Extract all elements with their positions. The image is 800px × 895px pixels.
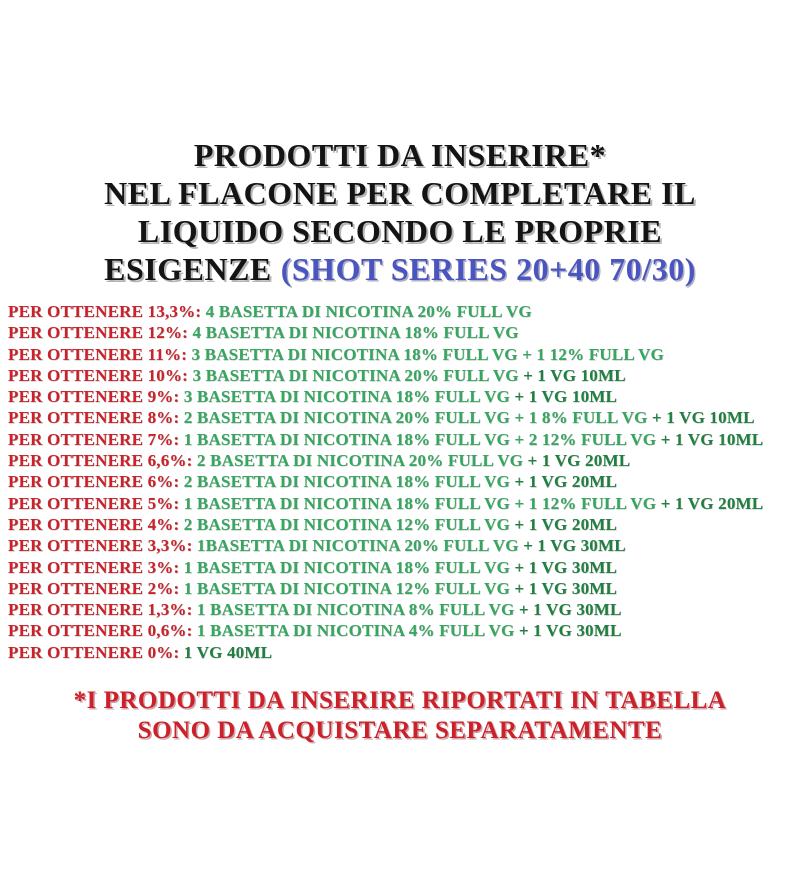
recipe-base-text: 2 BASETTA DI NICOTINA 18% FULL VG bbox=[183, 472, 510, 492]
recipe-base-text: 1 BASETTA DI NICOTINA 18% FULL VG bbox=[183, 557, 510, 577]
recipe-bottle-text: + 1 VG 20ML bbox=[527, 451, 631, 471]
recipe-base-text: 1 BASETTA DI NICOTINA 4% FULL VG bbox=[196, 621, 515, 641]
recipe-base-text: 2 BASETTA DI NICOTINA 20% FULL VG + 1 8% FULL VG bbox=[183, 408, 648, 428]
recipe-target-label: PER OTTENERE 6,6%: bbox=[8, 451, 193, 471]
recipe-target-label: PER OTTENERE 8%: bbox=[8, 408, 180, 428]
recipe-bottle-text: + 1 VG 10ML bbox=[514, 387, 618, 407]
recipe-target-label: PER OTTENERE 12%: bbox=[8, 323, 189, 343]
recipe-bottle-text: + 1 VG 10ML bbox=[523, 365, 626, 385]
list-item bbox=[8, 386, 800, 407]
recipe-target-label: PER OTTENERE 0,6%: bbox=[8, 621, 193, 641]
recipe-target-label: PER OTTENERE 5%: bbox=[8, 493, 180, 513]
list-item bbox=[8, 407, 800, 428]
list-item bbox=[8, 493, 800, 514]
list-item bbox=[8, 535, 800, 556]
recipe-target-label: PER OTTENERE 6%: bbox=[8, 472, 180, 492]
recipe-target-label: PER OTTENERE 0%: bbox=[8, 642, 180, 662]
title-line-1: PRODOTTI DA INSERIRE* bbox=[193, 137, 607, 173]
recipe-base-text: 2 BASETTA DI NICOTINA 12% FULL VG bbox=[183, 514, 510, 534]
list-item bbox=[8, 557, 800, 578]
recipe-bottle-text: + 1 VG 20ML bbox=[514, 514, 618, 534]
recipe-base-text: 3 BASETTA DI NICOTINA 18% FULL VG bbox=[183, 387, 510, 407]
recipe-bottle-text: + 1 VG 20ML bbox=[514, 472, 618, 492]
recipe-target-label: PER OTTENERE 13,3%: bbox=[8, 302, 202, 321]
recipe-bottle-text: + 1 VG 30ML bbox=[514, 578, 618, 598]
recipe-base-text: 2 BASETTA DI NICOTINA 20% FULL VG bbox=[196, 451, 524, 471]
recipe-base-text: 3 BASETTA DI NICOTINA 20% FULL VG bbox=[192, 365, 519, 385]
list-item bbox=[8, 450, 800, 471]
recipe-base-text: 4 BASETTA DI NICOTINA 20% FULL VG bbox=[205, 302, 532, 321]
list-item bbox=[8, 578, 800, 599]
list-item bbox=[8, 471, 800, 492]
recipe-bottle-text: + 1 VG 20ML bbox=[660, 493, 764, 513]
list-item bbox=[8, 620, 800, 641]
footnote-line-1: *I PRODOTTI DA INSERIRE RIPORTATI IN TABELLA bbox=[73, 687, 727, 715]
recipe-base-text: 1 BASETTA DI NICOTINA 8% FULL VG bbox=[196, 600, 515, 620]
list-item bbox=[8, 599, 800, 620]
recipe-target-label: PER OTTENERE 1,3%: bbox=[8, 600, 193, 620]
footnote bbox=[0, 686, 800, 746]
list-item bbox=[8, 301, 800, 322]
recipe-base-text: 3 BASETTA DI NICOTINA 18% FULL VG + 1 12% FULL VG bbox=[191, 344, 664, 364]
recipe-target-label: PER OTTENERE 7%: bbox=[8, 429, 180, 449]
recipe-base-text: 1 BASETTA DI NICOTINA 12% FULL VG bbox=[183, 578, 510, 598]
recipe-base-text: 4 BASETTA DI NICOTINA 18% FULL VG bbox=[192, 323, 519, 343]
recipe-list bbox=[8, 301, 800, 663]
list-item bbox=[8, 514, 800, 535]
recipe-target-label: PER OTTENERE 4%: bbox=[8, 514, 180, 534]
recipe-bottle-text: + 1 VG 10ML bbox=[651, 408, 755, 428]
recipe-bottle-text: + 1 VG 30ML bbox=[523, 536, 626, 556]
recipe-bottle-text: + 1 VG 30ML bbox=[518, 621, 622, 641]
recipe-bottle-text: + 1 VG 30ML bbox=[518, 600, 622, 620]
recipe-bottle-text: 1 VG 40ML bbox=[183, 642, 273, 662]
title-esigenze: ESIGENZE bbox=[104, 251, 272, 287]
recipe-base-text: 1BASETTA DI NICOTINA 20% FULL VG bbox=[196, 536, 519, 556]
recipe-bottle-text: + 1 VG 10ML bbox=[660, 429, 764, 449]
title-shot-series-highlight: (SHOT SERIES 20+40 70/30) bbox=[280, 251, 696, 287]
recipe-target-label: PER OTTENERE 3,3%: bbox=[8, 536, 193, 556]
page-title bbox=[0, 0, 800, 288]
title-line-3: LIQUIDO SECONDO LE PROPRIE bbox=[137, 213, 663, 249]
recipe-base-text: 1 BASETTA DI NICOTINA 18% FULL VG + 2 12% FULL VG bbox=[183, 429, 657, 449]
list-item bbox=[8, 344, 800, 365]
list-item bbox=[8, 322, 800, 343]
recipe-bottle-text: + 1 VG 30ML bbox=[514, 557, 618, 577]
title-line-2: NEL FLACONE PER COMPLETARE IL bbox=[104, 175, 696, 211]
recipe-target-label: PER OTTENERE 11%: bbox=[8, 344, 188, 364]
recipe-target-label: PER OTTENERE 9%: bbox=[8, 387, 180, 407]
list-item bbox=[8, 429, 800, 450]
title-line-4 bbox=[0, 250, 800, 288]
recipe-base-text: 1 BASETTA DI NICOTINA 18% FULL VG + 1 12% FULL VG bbox=[183, 493, 657, 513]
list-item bbox=[8, 642, 800, 663]
recipe-target-label: PER OTTENERE 3%: bbox=[8, 557, 180, 577]
recipe-target-label: PER OTTENERE 2%: bbox=[8, 578, 180, 598]
footnote-line-2: SONO DA ACQUISTARE SEPARATAMENTE bbox=[137, 717, 663, 745]
recipe-target-label: PER OTTENERE 10%: bbox=[8, 365, 189, 385]
list-item bbox=[8, 365, 800, 386]
